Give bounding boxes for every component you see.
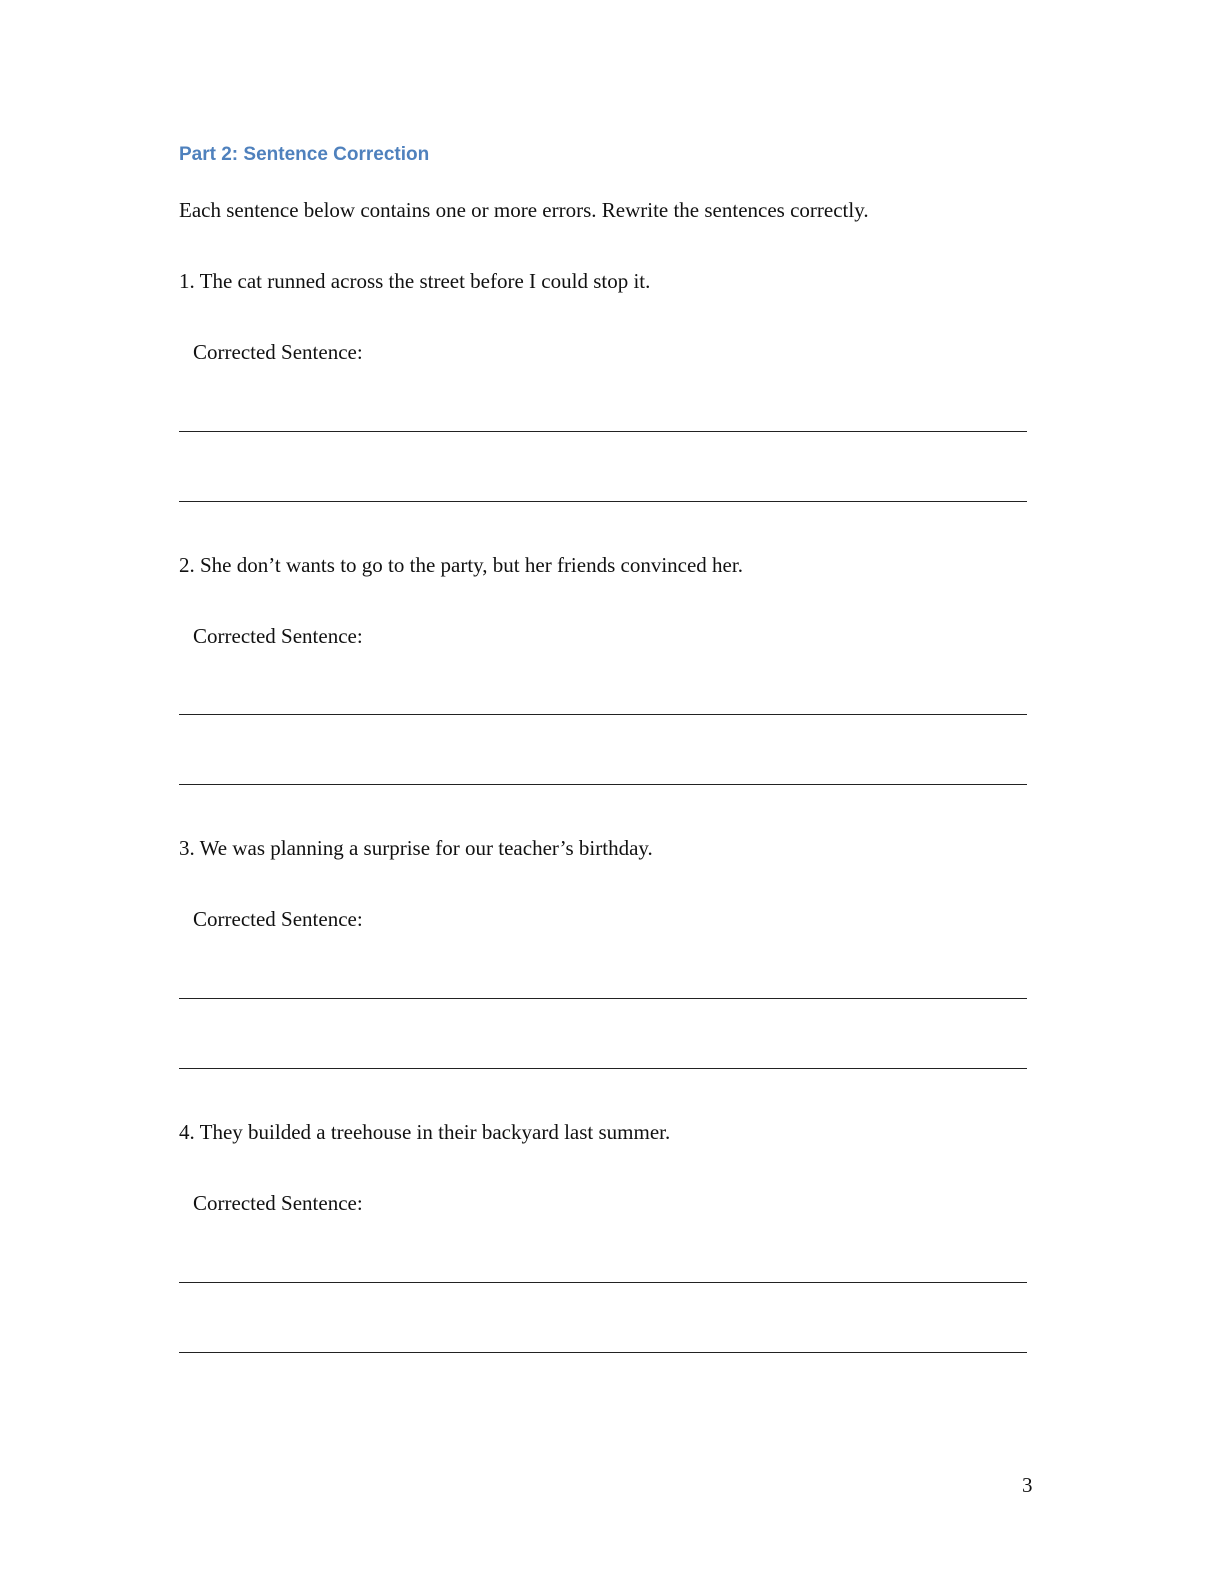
- section-heading: Part 2: Sentence Correction: [179, 144, 430, 165]
- instructions-text: Each sentence below contains one or more errors. Rewrite the sentences correctly.: [179, 198, 869, 222]
- question-2-prompt: 2. She don’t wants to go to the party, but her friends convinced her.: [179, 553, 743, 577]
- question-4-answer-line-1[interactable]: [179, 1282, 1027, 1283]
- question-4-answer-label: Corrected Sentence:: [193, 1191, 363, 1215]
- question-3-prompt: 3. We was planning a surprise for our teacher’s birthday.: [179, 836, 653, 860]
- question-4-answer-line-2[interactable]: [179, 1352, 1027, 1353]
- question-1-prompt: 1. The cat runned across the street before I could stop it.: [179, 269, 651, 293]
- question-1-answer-line-1[interactable]: [179, 431, 1027, 432]
- question-3-answer-line-2[interactable]: [179, 1068, 1027, 1069]
- question-4-prompt: 4. They builded a treehouse in their backyard last summer.: [179, 1120, 671, 1144]
- question-1-answer-label: Corrected Sentence:: [193, 340, 363, 364]
- question-2-answer-line-2[interactable]: [179, 784, 1027, 785]
- question-2-answer-label: Corrected Sentence:: [193, 624, 363, 648]
- question-3-answer-label: Corrected Sentence:: [193, 907, 363, 931]
- question-2-answer-line-1[interactable]: [179, 714, 1027, 715]
- page-number: 3: [1022, 1473, 1033, 1497]
- question-1-answer-line-2[interactable]: [179, 501, 1027, 502]
- question-3-answer-line-1[interactable]: [179, 998, 1027, 999]
